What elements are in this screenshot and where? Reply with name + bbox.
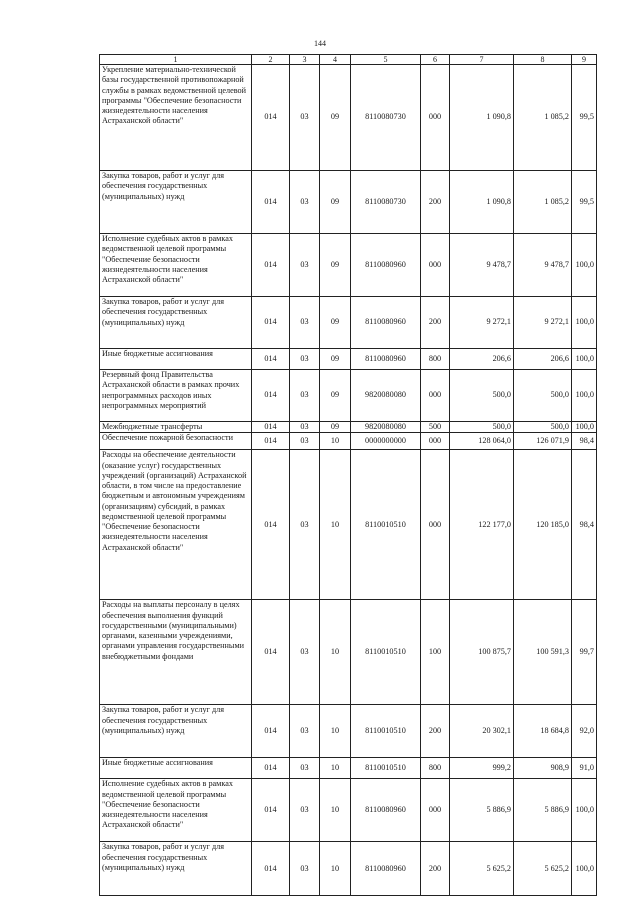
executed-amount-cell: 206,6 bbox=[514, 349, 572, 370]
section-cell: 03 bbox=[290, 842, 320, 896]
target-article-cell: 8110080960 bbox=[351, 234, 421, 297]
approved-amount-cell: 100 875,7 bbox=[450, 600, 514, 705]
section-cell: 03 bbox=[290, 779, 320, 842]
section-cell: 03 bbox=[290, 422, 320, 433]
subsection-cell: 09 bbox=[320, 349, 351, 370]
executed-amount-cell: 9 272,1 bbox=[514, 297, 572, 349]
row-name-cell: Закупка товаров, работ и услуг для обеспечения государственных (муниципальных) нужд bbox=[100, 842, 252, 896]
table-row bbox=[100, 779, 597, 842]
column-header: 3 bbox=[290, 55, 320, 65]
table-row bbox=[100, 842, 597, 896]
code-gr-cell: 014 bbox=[252, 705, 290, 758]
subsection-cell: 10 bbox=[320, 433, 351, 450]
target-article-cell: 8110080960 bbox=[351, 297, 421, 349]
executed-amount-cell: 120 185,0 bbox=[514, 450, 572, 600]
target-article-cell: 8110080730 bbox=[351, 171, 421, 234]
expense-type-cell: 200 bbox=[421, 842, 450, 896]
row-name-cell: Закупка товаров, работ и услуг для обеспечения государственных (муниципальных) нужд bbox=[100, 705, 252, 758]
section-cell: 03 bbox=[290, 758, 320, 779]
table-row bbox=[100, 297, 597, 349]
section-cell: 03 bbox=[290, 349, 320, 370]
execution-percent-cell: 98,4 bbox=[572, 433, 597, 450]
target-article-cell: 9820080080 bbox=[351, 370, 421, 422]
executed-amount-cell: 5 886,9 bbox=[514, 779, 572, 842]
code-gr-cell: 014 bbox=[252, 433, 290, 450]
row-name-cell: Исполнение судебных актов в рамках ведомственной целевой программы "Обеспечение безопасности жизнедеятельности населения Астраханской области" bbox=[100, 234, 252, 297]
execution-percent-cell: 92,0 bbox=[572, 705, 597, 758]
code-gr-cell: 014 bbox=[252, 171, 290, 234]
target-article-cell: 8110010510 bbox=[351, 705, 421, 758]
approved-amount-cell: 206,6 bbox=[450, 349, 514, 370]
table-row bbox=[100, 705, 597, 758]
subsection-cell: 10 bbox=[320, 842, 351, 896]
executed-amount-cell: 500,0 bbox=[514, 422, 572, 433]
execution-percent-cell: 98,4 bbox=[572, 450, 597, 600]
code-gr-cell: 014 bbox=[252, 234, 290, 297]
column-header: 9 bbox=[572, 55, 597, 65]
section-cell: 03 bbox=[290, 370, 320, 422]
approved-amount-cell: 5 625,2 bbox=[450, 842, 514, 896]
expense-type-cell: 000 bbox=[421, 450, 450, 600]
expense-type-cell: 800 bbox=[421, 349, 450, 370]
table-row bbox=[100, 65, 597, 171]
section-cell: 03 bbox=[290, 171, 320, 234]
column-header: 6 bbox=[421, 55, 450, 65]
executed-amount-cell: 18 684,8 bbox=[514, 705, 572, 758]
row-name-cell: Расходы на выплаты персоналу в целях обеспечения выполнения функций государственными (муниципальными) органами, казенными учреждениями, органами управления государственными внебюджетными фондами bbox=[100, 600, 252, 705]
approved-amount-cell: 128 064,0 bbox=[450, 433, 514, 450]
row-name-cell: Резервный фонд Правительства Астраханской области в рамках прочих непрограммных расходов иных непрограммных мероприятий bbox=[100, 370, 252, 422]
target-article-cell: 8110080960 bbox=[351, 349, 421, 370]
section-cell: 03 bbox=[290, 234, 320, 297]
code-gr-cell: 014 bbox=[252, 65, 290, 171]
executed-amount-cell: 126 071,9 bbox=[514, 433, 572, 450]
approved-amount-cell: 999,2 bbox=[450, 758, 514, 779]
approved-amount-cell: 1 090,8 bbox=[450, 65, 514, 171]
executed-amount-cell: 100 591,3 bbox=[514, 600, 572, 705]
table-row bbox=[100, 349, 597, 370]
section-cell: 03 bbox=[290, 297, 320, 349]
column-header: 2 bbox=[252, 55, 290, 65]
executed-amount-cell: 908,9 bbox=[514, 758, 572, 779]
execution-percent-cell: 100,0 bbox=[572, 234, 597, 297]
approved-amount-cell: 500,0 bbox=[450, 422, 514, 433]
target-article-cell: 0000000000 bbox=[351, 433, 421, 450]
table-row bbox=[100, 370, 597, 422]
row-name-cell: Закупка товаров, работ и услуг для обеспечения государственных (муниципальных) нужд bbox=[100, 171, 252, 234]
approved-amount-cell: 20 302,1 bbox=[450, 705, 514, 758]
table-body bbox=[100, 65, 597, 896]
code-gr-cell: 014 bbox=[252, 600, 290, 705]
expense-type-cell: 200 bbox=[421, 297, 450, 349]
approved-amount-cell: 5 886,9 bbox=[450, 779, 514, 842]
table-row bbox=[100, 422, 597, 433]
code-gr-cell: 014 bbox=[252, 842, 290, 896]
column-header: 5 bbox=[351, 55, 421, 65]
column-header: 4 bbox=[320, 55, 351, 65]
code-gr-cell: 014 bbox=[252, 297, 290, 349]
target-article-cell: 8110080960 bbox=[351, 842, 421, 896]
execution-percent-cell: 99,5 bbox=[572, 171, 597, 234]
executed-amount-cell: 1 085,2 bbox=[514, 65, 572, 171]
subsection-cell: 10 bbox=[320, 600, 351, 705]
execution-percent-cell: 99,5 bbox=[572, 65, 597, 171]
row-name-cell: Иные бюджетные ассигнования bbox=[100, 758, 252, 779]
subsection-cell: 09 bbox=[320, 370, 351, 422]
table-row bbox=[100, 450, 597, 600]
row-name-cell: Иные бюджетные ассигнования bbox=[100, 349, 252, 370]
expense-type-cell: 000 bbox=[421, 234, 450, 297]
subsection-cell: 10 bbox=[320, 705, 351, 758]
expense-type-cell: 500 bbox=[421, 422, 450, 433]
target-article-cell: 8110080730 bbox=[351, 65, 421, 171]
subsection-cell: 10 bbox=[320, 450, 351, 600]
approved-amount-cell: 9 272,1 bbox=[450, 297, 514, 349]
execution-percent-cell: 100,0 bbox=[572, 370, 597, 422]
table-row bbox=[100, 234, 597, 297]
execution-percent-cell: 100,0 bbox=[572, 842, 597, 896]
execution-percent-cell: 100,0 bbox=[572, 349, 597, 370]
expense-type-cell: 200 bbox=[421, 171, 450, 234]
row-name-cell: Закупка товаров, работ и услуг для обеспечения государственных (муниципальных) нужд bbox=[100, 297, 252, 349]
expense-type-cell: 000 bbox=[421, 65, 450, 171]
target-article-cell: 8110010510 bbox=[351, 758, 421, 779]
row-name-cell: Расходы на обеспечение деятельности (оказание услуг) государственных учреждений (организаций) Астраханской области, в том числе на предоставление бюджетным и автономным учреждениям (организациям) субсидий, в рамках ведомственной целевой программы "Обеспечение безопасности жизнедеятельности населения Астраханской области" bbox=[100, 450, 252, 600]
table-row bbox=[100, 758, 597, 779]
section-cell: 03 bbox=[290, 450, 320, 600]
subsection-cell: 09 bbox=[320, 65, 351, 171]
code-gr-cell: 014 bbox=[252, 779, 290, 842]
section-cell: 03 bbox=[290, 65, 320, 171]
row-name-cell: Укрепление материально-технической базы государственной противопожарной службы в рамках ведомственной целевой программы "Обеспечение безопасности жизнедеятельности населения Астраханской области" bbox=[100, 65, 252, 171]
approved-amount-cell: 1 090,8 bbox=[450, 171, 514, 234]
code-gr-cell: 014 bbox=[252, 422, 290, 433]
code-gr-cell: 014 bbox=[252, 758, 290, 779]
expense-type-cell: 000 bbox=[421, 433, 450, 450]
expense-type-cell: 000 bbox=[421, 779, 450, 842]
table-row bbox=[100, 433, 597, 450]
section-cell: 03 bbox=[290, 705, 320, 758]
expense-type-cell: 200 bbox=[421, 705, 450, 758]
row-name-cell: Исполнение судебных актов в рамках ведомственной целевой программы "Обеспечение безопасности жизнедеятельности населения Астраханской области" bbox=[100, 779, 252, 842]
executed-amount-cell: 500,0 bbox=[514, 370, 572, 422]
column-header: 1 bbox=[100, 55, 252, 65]
subsection-cell: 10 bbox=[320, 758, 351, 779]
target-article-cell: 8110080960 bbox=[351, 779, 421, 842]
execution-percent-cell: 100,0 bbox=[572, 779, 597, 842]
table-row bbox=[100, 600, 597, 705]
page-number: 144 bbox=[314, 39, 326, 48]
expense-type-cell: 100 bbox=[421, 600, 450, 705]
section-cell: 03 bbox=[290, 433, 320, 450]
budget-table bbox=[99, 54, 597, 896]
row-name-cell: Межбюджетные трансферты bbox=[100, 422, 252, 433]
target-article-cell: 8110010510 bbox=[351, 600, 421, 705]
table-row bbox=[100, 171, 597, 234]
execution-percent-cell: 91,0 bbox=[572, 758, 597, 779]
subsection-cell: 09 bbox=[320, 234, 351, 297]
code-gr-cell: 014 bbox=[252, 450, 290, 600]
target-article-cell: 8110010510 bbox=[351, 450, 421, 600]
approved-amount-cell: 122 177,0 bbox=[450, 450, 514, 600]
subsection-cell: 09 bbox=[320, 171, 351, 234]
row-name-cell: Обеспечение пожарной безопасности bbox=[100, 433, 252, 450]
execution-percent-cell: 100,0 bbox=[572, 297, 597, 349]
execution-percent-cell: 99,7 bbox=[572, 600, 597, 705]
expense-type-cell: 000 bbox=[421, 370, 450, 422]
target-article-cell: 9820080080 bbox=[351, 422, 421, 433]
column-header: 7 bbox=[450, 55, 514, 65]
expense-type-cell: 800 bbox=[421, 758, 450, 779]
code-gr-cell: 014 bbox=[252, 349, 290, 370]
subsection-cell: 09 bbox=[320, 297, 351, 349]
executed-amount-cell: 1 085,2 bbox=[514, 171, 572, 234]
approved-amount-cell: 500,0 bbox=[450, 370, 514, 422]
executed-amount-cell: 9 478,7 bbox=[514, 234, 572, 297]
code-gr-cell: 014 bbox=[252, 370, 290, 422]
column-header: 8 bbox=[514, 55, 572, 65]
section-cell: 03 bbox=[290, 600, 320, 705]
execution-percent-cell: 100,0 bbox=[572, 422, 597, 433]
executed-amount-cell: 5 625,2 bbox=[514, 842, 572, 896]
subsection-cell: 10 bbox=[320, 779, 351, 842]
subsection-cell: 09 bbox=[320, 422, 351, 433]
approved-amount-cell: 9 478,7 bbox=[450, 234, 514, 297]
header-row bbox=[100, 55, 597, 65]
